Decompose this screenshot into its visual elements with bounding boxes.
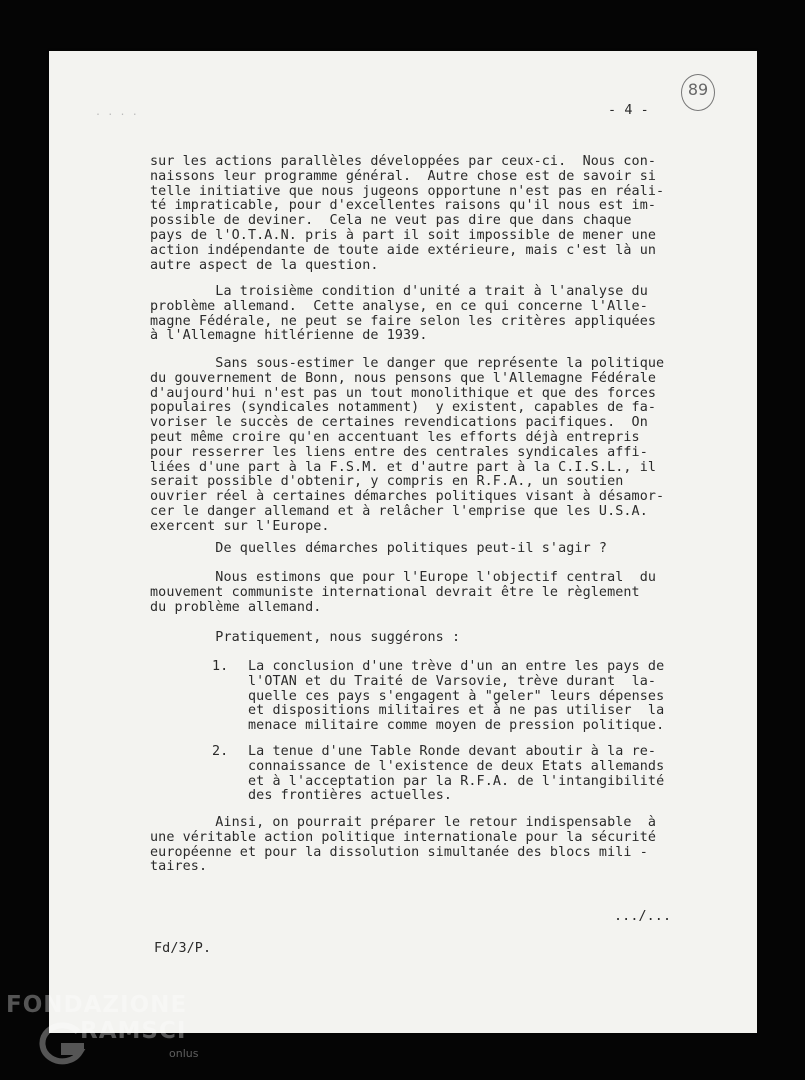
paragraph-question: De quelles démarches politiques peut-il s'agir ? [150, 541, 608, 556]
document-reference: Fd/3/P. [154, 941, 212, 956]
page-number: - 4 - [608, 103, 649, 118]
archive-stamp-number: 89 [687, 80, 709, 99]
watermark-line1: FONDAZIONE [6, 992, 188, 1018]
margin-dots: . . . . [95, 107, 138, 118]
paragraph-suggestions-intro: Pratiquement, nous suggérons : [150, 630, 461, 645]
paragraph-closing: Ainsi, on pourrait préparer le retour indispensable à une véritable action politique internationale pour la sécurité européenne et pour la dissolution simultanée des blocs mili - taires. [150, 815, 657, 875]
archive-watermark [6, 992, 206, 1072]
continuation-mark: .../... [614, 909, 672, 924]
watermark-line2: RAMSCI [80, 1018, 187, 1044]
proposal-text-round-table: La tenue d'une Table Ronde devant aboutir à la re- connaissance de l'existence de deux Etats allemands et à l'acceptation par la R.F.A. de l'intangibilité des frontières actuelles. [248, 744, 665, 804]
proposal-number: 1. [212, 659, 229, 674]
paragraph-parallel-actions: sur les actions parallèles développées par ceux-ci. Nous con- naissons leur programme général. Autre chose est de savoir si telle initiative que nous jugeons opportune n'est pas en réali- té impraticable, pour d'excellentes raisons qu'il nous est im- possible de deviner. Cela ne veut pas dire que dans chaque pays de l'O.T.A.N. pris à part il soit impossible de mener une action indépendante de toute aide extérieure, mais c'est là un autre aspect de la question. [150, 154, 665, 273]
paragraph-bonn-government: Sans sous-estimer le danger que représente la politique du gouvernement de Bonn, nous pensons que l'Allemagne Fédérale d'aujourd'hui n'est pas un tout monolithique et que des forces populaires (syndicales notamment) y existent, capables de fa- voriser le succès de certaines revendications pacifiques. On peut même croire qu'en accentuant les efforts déjà entrepris pour resserrer les liens entre des centrales syndicales affi- liées d'une part à la F.S.M. et d'autre part à la C.I.S.L., il serait possible d'obtenir, y compris en R.F.A., un soutien ouvrier réel à certaines démarches politiques visant à désamor- cer le danger allemand et à relâcher l'emprise que les U.S.A. exercent sur l'Europe. [150, 356, 665, 534]
watermark-suffix: onlus [169, 1047, 199, 1060]
proposal-number: 2. [212, 744, 229, 759]
paragraph-central-objective: Nous estimons que pour l'Europe l'objectif central du mouvement communiste international devrait être le règlement du problème allemand. [150, 570, 657, 615]
proposal-text-truce: La conclusion d'une trève d'un an entre les pays de l'OTAN et du Traité de Varsovie, trève durant la- quelle ces pays s'engagent à "geler" leurs dépenses et dispositions militaires et à ne pas utiliser la menace militaire comme moyen de pression politique. [248, 659, 665, 734]
paragraph-german-problem: La troisième condition d'unité a trait à l'analyse du problème allemand. Cette analyse, en ce qui concerne l'Alle- magne Fédérale, ne peut se faire selon les critères appliquées à l'Allemagne hitlérienne de 1939. [150, 284, 657, 344]
